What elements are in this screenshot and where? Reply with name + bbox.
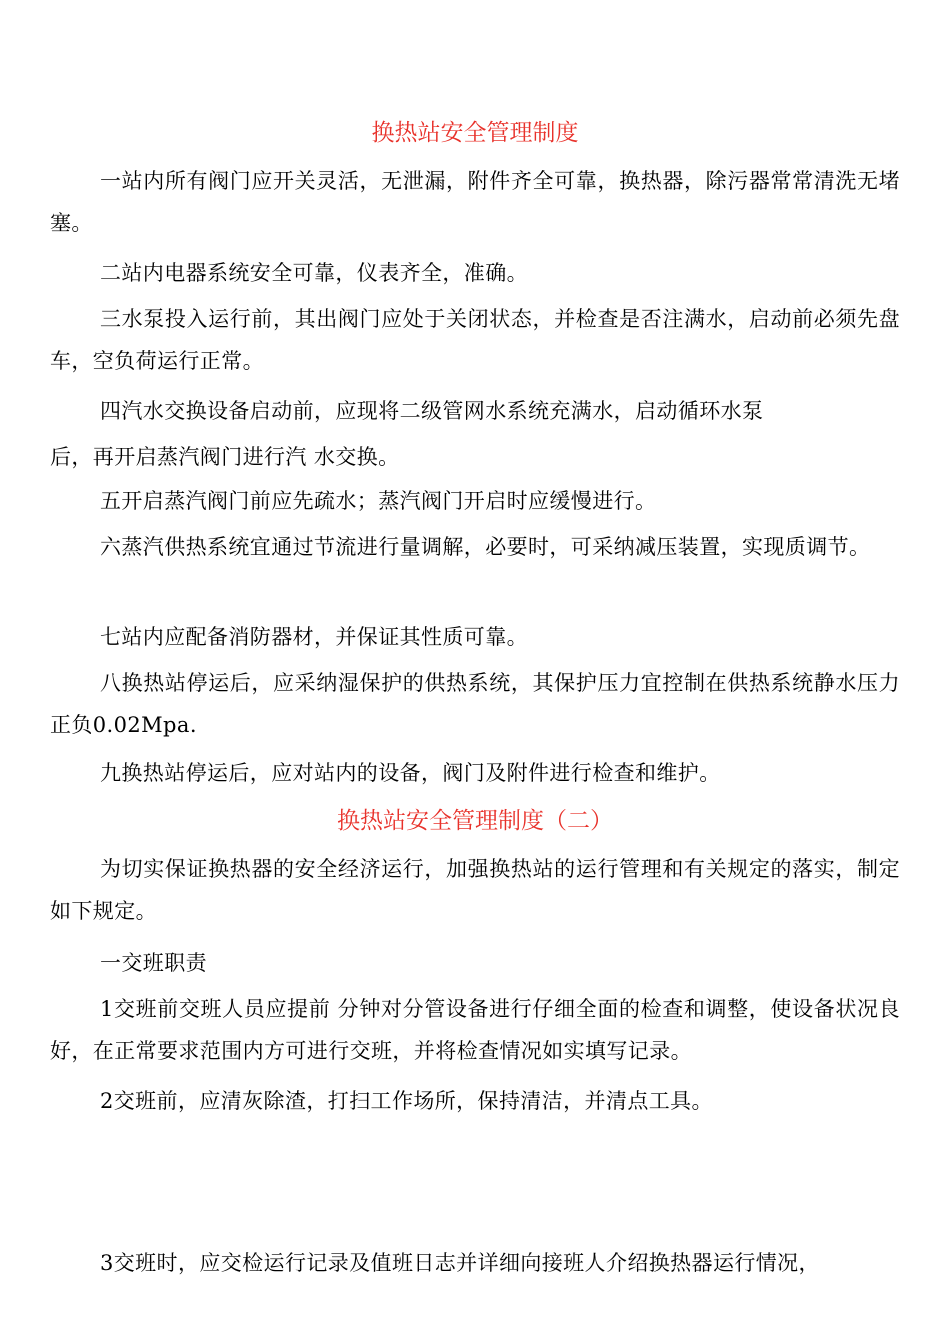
section2-heading: 一交班职责 <box>100 951 207 975</box>
section1-item-4: 四汽水交换设备启动前，应现将二级管网水系统充满水，启动循环水泵 <box>100 399 764 423</box>
section2-item-1: 1交班前交班人员应提前 分钟对分管设备进行仔细全面的检查和调整，使设备状况良好，在正常要求范围内方可进行交班，并将检查情况如实填写记录。 <box>50 997 900 1063</box>
section1-item-4-continued: 后，再开启蒸汽阀门进行汽 水交换。 <box>50 445 400 469</box>
section2-title: 换热站安全管理制度（二） <box>337 808 613 834</box>
section1-item-8: 八换热站停运后，应采纳湿保护的供热系统，其保护压力宜控制在供热系统静水压力正负0.02Mpa. <box>50 671 900 737</box>
section1-item-1: 一站内所有阀门应开关灵活，无泄漏，附件齐全可靠，换热器，除污器常常清洗无堵塞。 <box>50 169 900 235</box>
section1-title: 换热站安全管理制度 <box>371 120 579 146</box>
section1-item-2: 二站内电器系统安全可靠，仪表齐全，准确。 <box>100 261 528 285</box>
section2-item-3: 3交班时，应交检运行记录及值班日志并详细向接班人介绍换热器运行情况， <box>100 1251 820 1275</box>
section1-item-5: 五开启蒸汽阀门前应先疏水；蒸汽阀门开启时应缓慢进行。 <box>100 489 657 513</box>
section1-item-6: 六蒸汽供热系统宜通过节流进行量调解，必要时，可采纳减压装置，实现质调节。 <box>100 535 871 559</box>
section1-item-7: 七站内应配备消防器材，并保证其性质可靠。 <box>100 625 528 649</box>
section2-item-2: 2交班前，应清灰除渣，打扫工作场所，保持清洁，并清点工具。 <box>100 1089 713 1113</box>
section1-item-9: 九换热站停运后，应对站内的设备，阀门及附件进行检查和维护。 <box>100 761 721 785</box>
section1-item-3: 三水泵投入运行前，其出阀门应处于关闭状态，并检查是否注满水，启动前必须先盘车，空负荷运行正常。 <box>50 307 900 373</box>
section2-intro: 为切实保证换热器的安全经济运行，加强换热站的运行管理和有关规定的落实，制定如下规定。 <box>50 857 900 923</box>
